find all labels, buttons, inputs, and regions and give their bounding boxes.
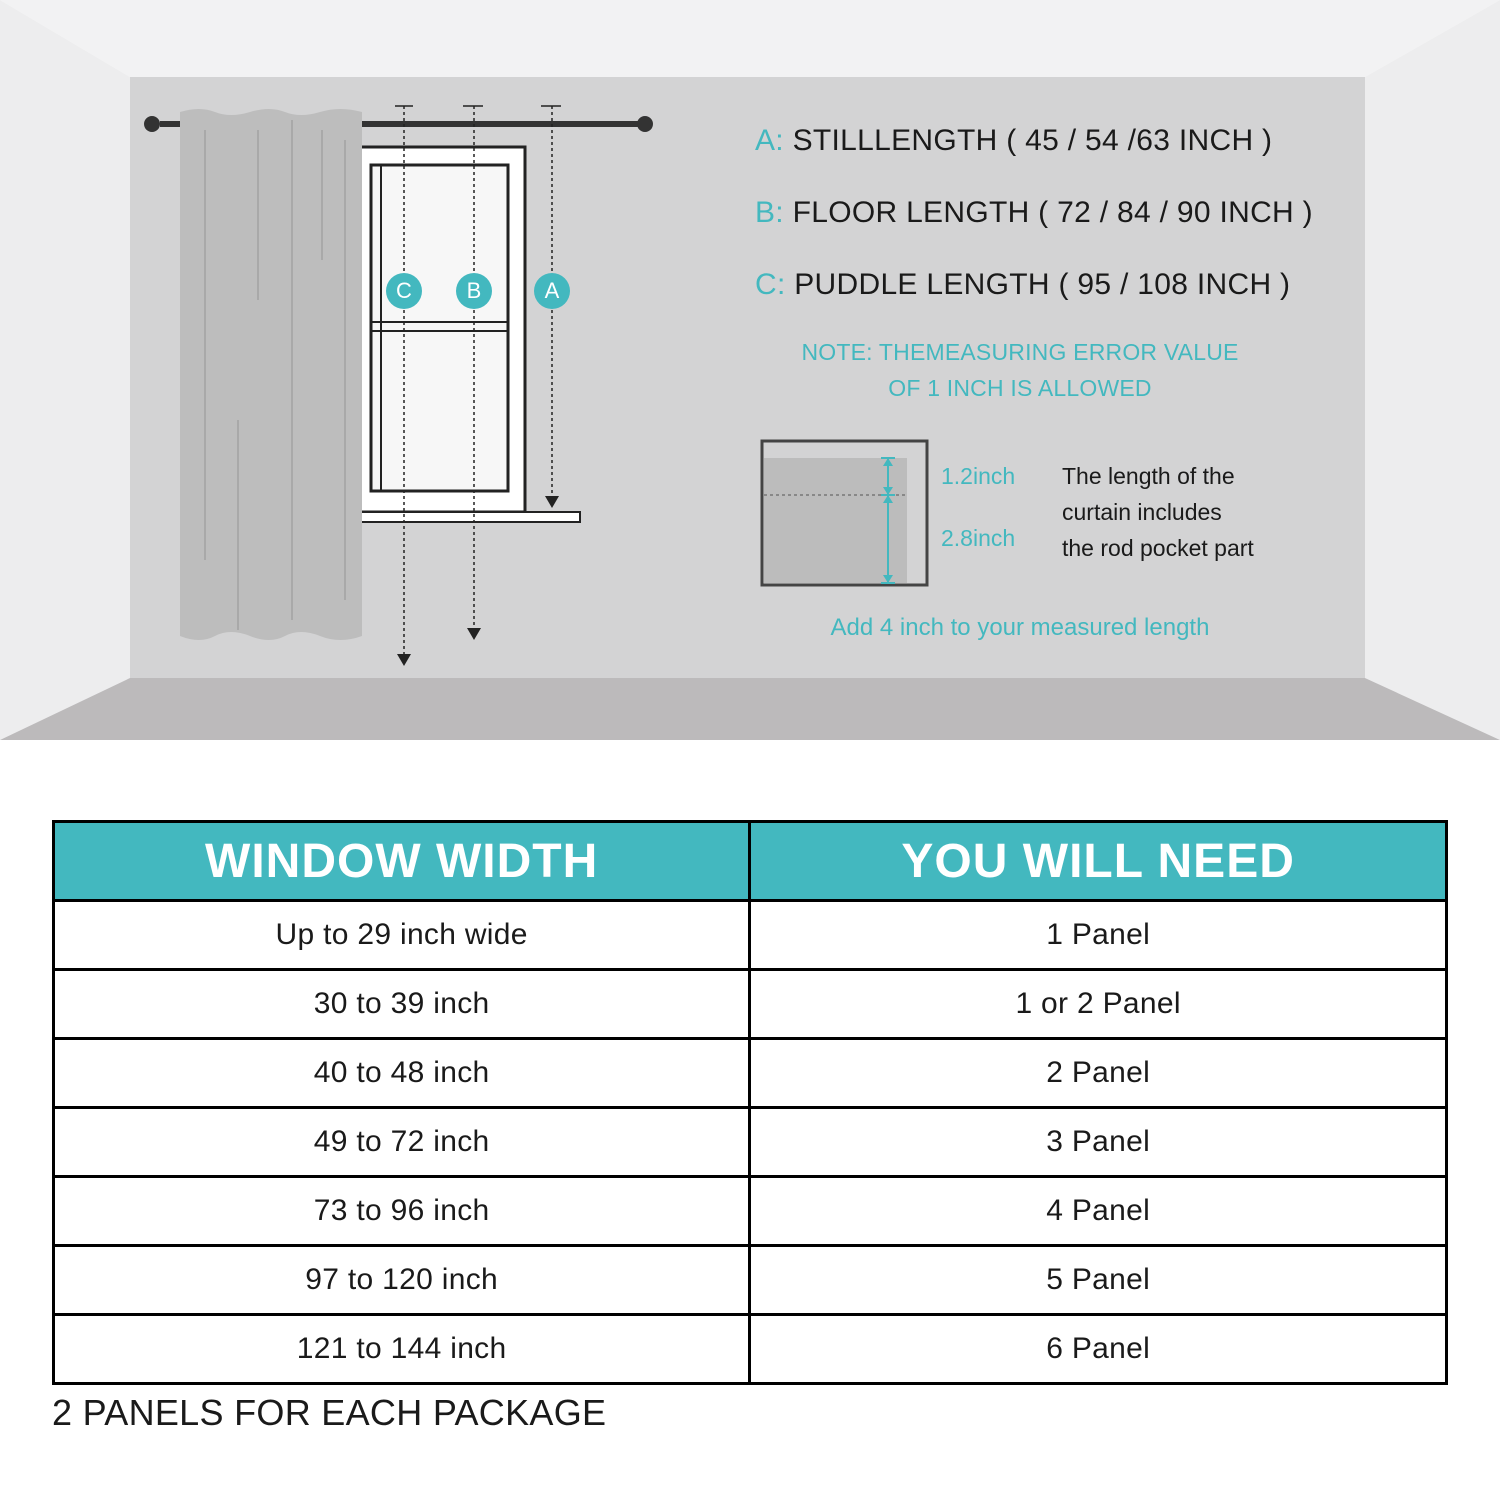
right-wall	[1365, 0, 1500, 740]
rod-pocket-description	[1062, 458, 1322, 566]
pocket-text-2: curtain includes	[1062, 499, 1222, 525]
table-row	[54, 901, 1447, 970]
pocket-dim-1: 1.2inch	[941, 463, 1016, 489]
panel-cell: 1 Panel	[750, 901, 1447, 970]
panel-cell: 3 Panel	[750, 1108, 1447, 1177]
width-cell: 121 to 144 inch	[54, 1315, 750, 1384]
width-cell: 30 to 39 inch	[54, 970, 750, 1039]
legend-c-key: C:	[755, 268, 786, 301]
package-note: 2 PANELS FOR EACH PACKAGE	[52, 1392, 607, 1433]
width-cell: 49 to 72 inch	[54, 1108, 750, 1177]
panel-cell: 1 or 2 Panel	[750, 970, 1447, 1039]
legend-b	[755, 196, 1313, 230]
table-row	[54, 1039, 1447, 1108]
rod-pocket-diagram	[762, 441, 927, 585]
table-row	[54, 1108, 1447, 1177]
panel-cell: 5 Panel	[750, 1246, 1447, 1315]
table-row	[54, 1177, 1447, 1246]
note-line-1: NOTE: THEMEASURING ERROR VALUE	[801, 339, 1239, 365]
table-row	[54, 1315, 1447, 1384]
legend-b-text: FLOOR LENGTH ( 72 / 84 / 90 INCH )	[783, 196, 1313, 229]
legend-a	[755, 124, 1272, 158]
legend-a-key: A:	[755, 124, 784, 157]
legend-b-key: B:	[755, 196, 784, 229]
header-you-will-need: YOU WILL NEED	[750, 822, 1447, 901]
table-row	[54, 970, 1447, 1039]
marker-b: B	[456, 273, 492, 309]
measuring-note	[760, 334, 1280, 406]
add-length-note: Add 4 inch to your measured length	[830, 614, 1210, 641]
width-cell: 97 to 120 inch	[54, 1246, 750, 1315]
pocket-text-3: the rod pocket part	[1062, 535, 1254, 561]
left-wall	[0, 0, 130, 740]
legend-c	[755, 268, 1290, 302]
curtain-panel	[180, 109, 362, 640]
panel-size-table	[52, 820, 1448, 1385]
marker-c: C	[386, 273, 422, 309]
panel-cell: 6 Panel	[750, 1315, 1447, 1384]
table-row	[54, 1246, 1447, 1315]
pocket-text-1: The length of the	[1062, 463, 1235, 489]
ceiling	[0, 0, 1500, 77]
panel-cell: 2 Panel	[750, 1039, 1447, 1108]
marker-a: A	[534, 273, 570, 309]
note-line-2: OF 1 INCH IS ALLOWED	[888, 375, 1152, 401]
legend-c-text: PUDDLE LENGTH ( 95 / 108 INCH )	[785, 268, 1291, 301]
legend-a-text: STILLLENGTH ( 45 / 54 /63 INCH )	[783, 124, 1273, 157]
width-cell: 40 to 48 inch	[54, 1039, 750, 1108]
pocket-dim-2: 2.8inch	[941, 525, 1016, 551]
width-cell: 73 to 96 inch	[54, 1177, 750, 1246]
floor	[0, 678, 1500, 740]
table-header-row	[54, 822, 1447, 901]
panel-cell: 4 Panel	[750, 1177, 1447, 1246]
header-window-width: WINDOW WIDTH	[54, 822, 750, 901]
width-cell: Up to 29 inch wide	[54, 901, 750, 970]
